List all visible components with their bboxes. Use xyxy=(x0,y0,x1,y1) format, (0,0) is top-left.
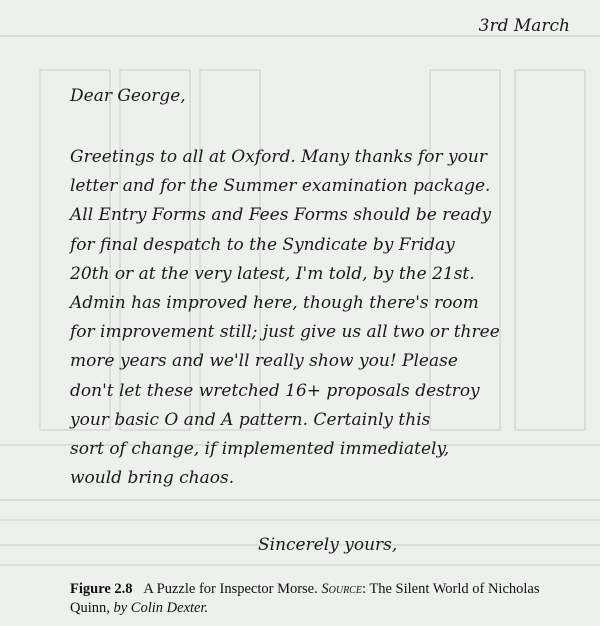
source-colon: : xyxy=(361,581,366,597)
letter-line: Admin has improved here, though there's room xyxy=(70,292,479,313)
letter-line: don't let these wretched 16+ proposals destroy xyxy=(70,380,480,401)
letter-line: more years and we'll really show you! Please xyxy=(70,351,458,372)
letter-line: sort of change, if implemented immediately, xyxy=(70,438,450,459)
letter-salutation: Dear George, xyxy=(70,86,186,106)
letter-line: Greetings to all at Oxford. Many thanks for your xyxy=(70,147,487,167)
letter-line: for final despatch to the Syndicate by Friday xyxy=(70,234,455,255)
letter-body xyxy=(70,143,500,493)
letter-closing: Sincerely yours, xyxy=(258,535,398,555)
figure-caption xyxy=(70,580,580,618)
figure-number: Figure 2.8 xyxy=(70,581,133,597)
source-author: by Colin Dexter. xyxy=(113,600,209,616)
source-label: Source xyxy=(321,581,362,597)
letter-date: 3rd March xyxy=(478,16,570,36)
letter-line: would bring chaos. xyxy=(70,468,235,489)
letter-line: letter and for the Summer examination package. xyxy=(70,176,491,197)
letter-line: for improvement still; just give us all two or three xyxy=(70,322,500,343)
figure-title: A Puzzle for Inspector Morse. xyxy=(143,581,318,597)
letter-line: All Entry Forms and Fees Forms should be ready xyxy=(70,205,492,226)
source-title: The Silent World of Nicholas Quinn, xyxy=(70,581,540,616)
letter-line: your basic O and A pattern. Certainly this xyxy=(70,409,431,430)
letter-line: 20th or at the very latest, I'm told, by the 21st. xyxy=(70,263,475,284)
